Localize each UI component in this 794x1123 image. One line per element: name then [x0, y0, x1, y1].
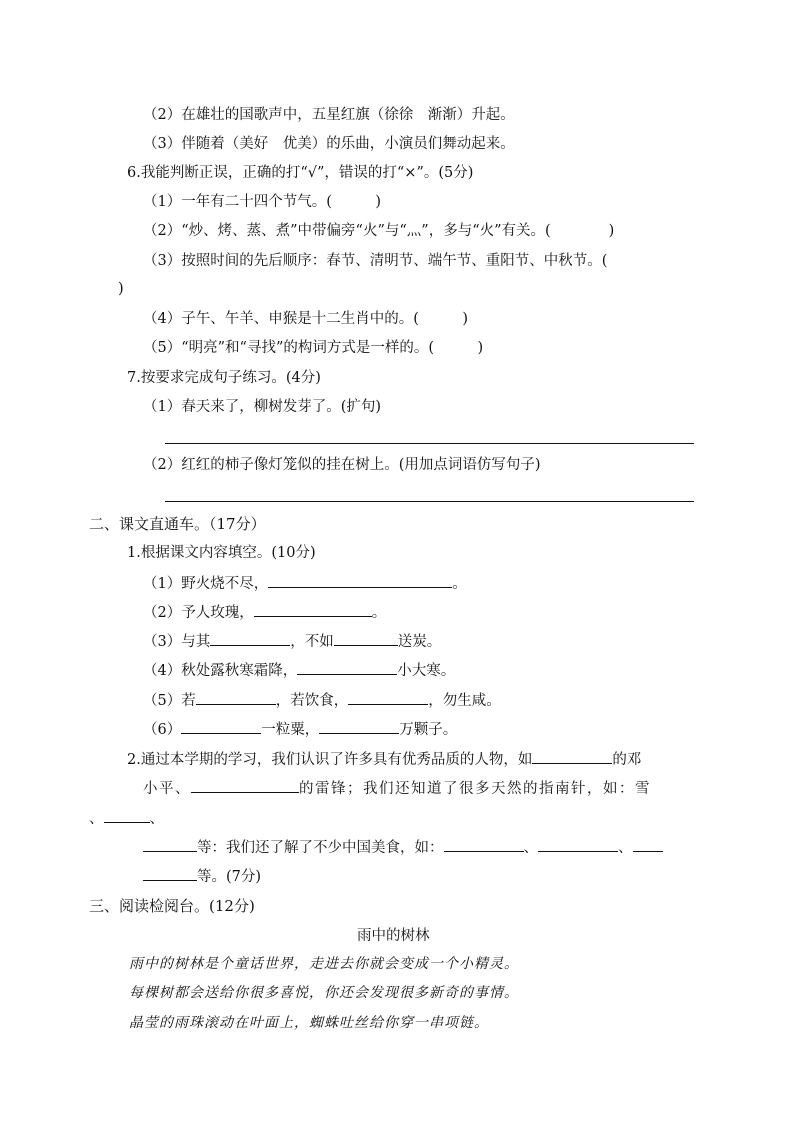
q2-text: 、	[89, 811, 104, 827]
fill-text: （5）若	[143, 693, 196, 709]
fill-blank[interactable]	[268, 573, 452, 588]
fill-blank[interactable]	[334, 631, 398, 646]
fill-blank[interactable]	[210, 631, 290, 646]
fill-text: 。	[452, 576, 467, 592]
q6-item-3: （3）按照时间的先后顺序：春节、清明节、端午节、重阳节、中秋节。(	[143, 253, 608, 269]
q2-blank[interactable]	[191, 778, 299, 793]
q7-answer-line-2[interactable]	[165, 501, 694, 502]
fill-item-6	[143, 719, 457, 740]
q6-item-5: （5）“明亮”和“寻找”的构词方式是一样的。( )	[143, 340, 484, 356]
fill-text: （6）	[143, 722, 182, 738]
fill-blank[interactable]	[254, 602, 372, 617]
q2-blank[interactable]	[538, 837, 618, 852]
fill-text: ，勿生咸。	[428, 693, 501, 709]
q2-text: 等。(7分)	[197, 869, 262, 885]
q7-header: 7.按要求完成句子练习。(4分)	[127, 370, 321, 386]
fill-text: （4）秋处露秋寒霜降，	[143, 663, 298, 679]
fill-blank[interactable]	[297, 660, 397, 675]
s2-q2-line-5	[143, 866, 261, 887]
poem-line-1: 雨中的树林是个童话世界，走进去你就会变成一个小精灵。	[129, 956, 519, 972]
q7-answer-line-1[interactable]	[165, 443, 694, 444]
fill-text: （3）与其	[143, 634, 211, 650]
fill-blank[interactable]	[319, 719, 399, 734]
q7-item-1: （1）春天来了，柳树发芽了。(扩句)	[143, 399, 382, 415]
q6-item-4: （4）子午、午羊、申猴是十二生肖中的。( )	[143, 311, 469, 327]
fill-blank[interactable]	[196, 690, 276, 705]
section2-title: 二、课文直通车。（17分）	[89, 515, 266, 533]
fill-item-4	[143, 660, 455, 681]
fill-item-3	[143, 631, 441, 652]
q2-text: 的邓	[612, 752, 642, 768]
s2-q2-line-1	[127, 749, 641, 770]
q2-blank[interactable]	[143, 837, 197, 852]
q2-blank[interactable]	[633, 837, 663, 852]
q2-text: 小平、	[143, 781, 191, 797]
q2-text: 等：我们还了解了不少中国美食，如：	[197, 840, 444, 856]
q6-header: 6.我能判断正误，正确的打“√”，错误的打“×”。(5分)	[127, 165, 474, 181]
fill-item-1	[143, 573, 467, 594]
fill-text: 送炭。	[397, 634, 442, 650]
q5-item-3: （3）伴随着（美好 优美）的乐曲，小演员们舞动起来。	[143, 136, 515, 152]
q2-blank[interactable]	[104, 808, 150, 823]
q2-text: 、	[523, 840, 538, 856]
q2-text: 的雷锋；我们还知道了很多天然的指南针，如：雪	[299, 781, 651, 797]
fill-text: 。	[371, 605, 387, 621]
q6-item-2: （2）“炒、烤、蒸、煮”中带偏旁“火”与“灬”，多与“火”有关。( )	[143, 223, 615, 239]
fill-text: （2）予人玫瑰，	[143, 605, 254, 621]
q2-text: 2.通过本学期的学习，我们认识了许多具有优秀品质的人物，如	[127, 752, 533, 768]
q6-item-3-cont: )	[118, 281, 124, 297]
fill-text: 小大寒。	[397, 663, 456, 679]
q2-blank[interactable]	[532, 749, 612, 764]
q5-item-2: （2）在雄壮的国歌声中，五星红旗（徐徐 渐渐）升起。	[143, 107, 515, 123]
poem-title: 雨中的树林	[357, 928, 430, 944]
q2-text: 、	[149, 811, 164, 827]
fill-text: 一粒粟，	[261, 722, 320, 738]
fill-blank[interactable]	[181, 719, 261, 734]
fill-text: 万颗子。	[399, 722, 458, 738]
fill-item-5	[143, 690, 501, 711]
fill-text: ，若饮食，	[275, 693, 349, 709]
fill-text: （1）野火烧不尽，	[143, 576, 269, 592]
poem-line-3: 晶莹的雨珠滚动在叶面上，蜘蛛吐丝给你穿一串项链。	[129, 1015, 489, 1031]
fill-item-2	[143, 602, 386, 623]
s2-q1-header: 1.根据课文内容填空。(10分)	[127, 545, 316, 561]
q2-blank[interactable]	[143, 866, 197, 881]
poem-line-2: 每棵树都会送给你很多喜悦，你还会发现很多新奇的事情。	[129, 985, 519, 1001]
q2-text: 、	[618, 840, 633, 856]
fill-blank[interactable]	[348, 690, 428, 705]
s2-q2-line-2	[143, 778, 651, 799]
s2-q2-line-4	[143, 837, 663, 858]
fill-text: ，不如	[290, 634, 334, 650]
q6-item-1: （1）一年有二十四个节气。( )	[143, 194, 382, 210]
section3-title: 三、阅读检阅台。(12分)	[89, 897, 255, 915]
q7-item-2: （2）红红的柿子像灯笼似的挂在树上。(用加点词语仿写句子)	[143, 457, 541, 473]
q2-blank[interactable]	[444, 837, 524, 852]
s2-q2-line-3	[89, 808, 164, 829]
